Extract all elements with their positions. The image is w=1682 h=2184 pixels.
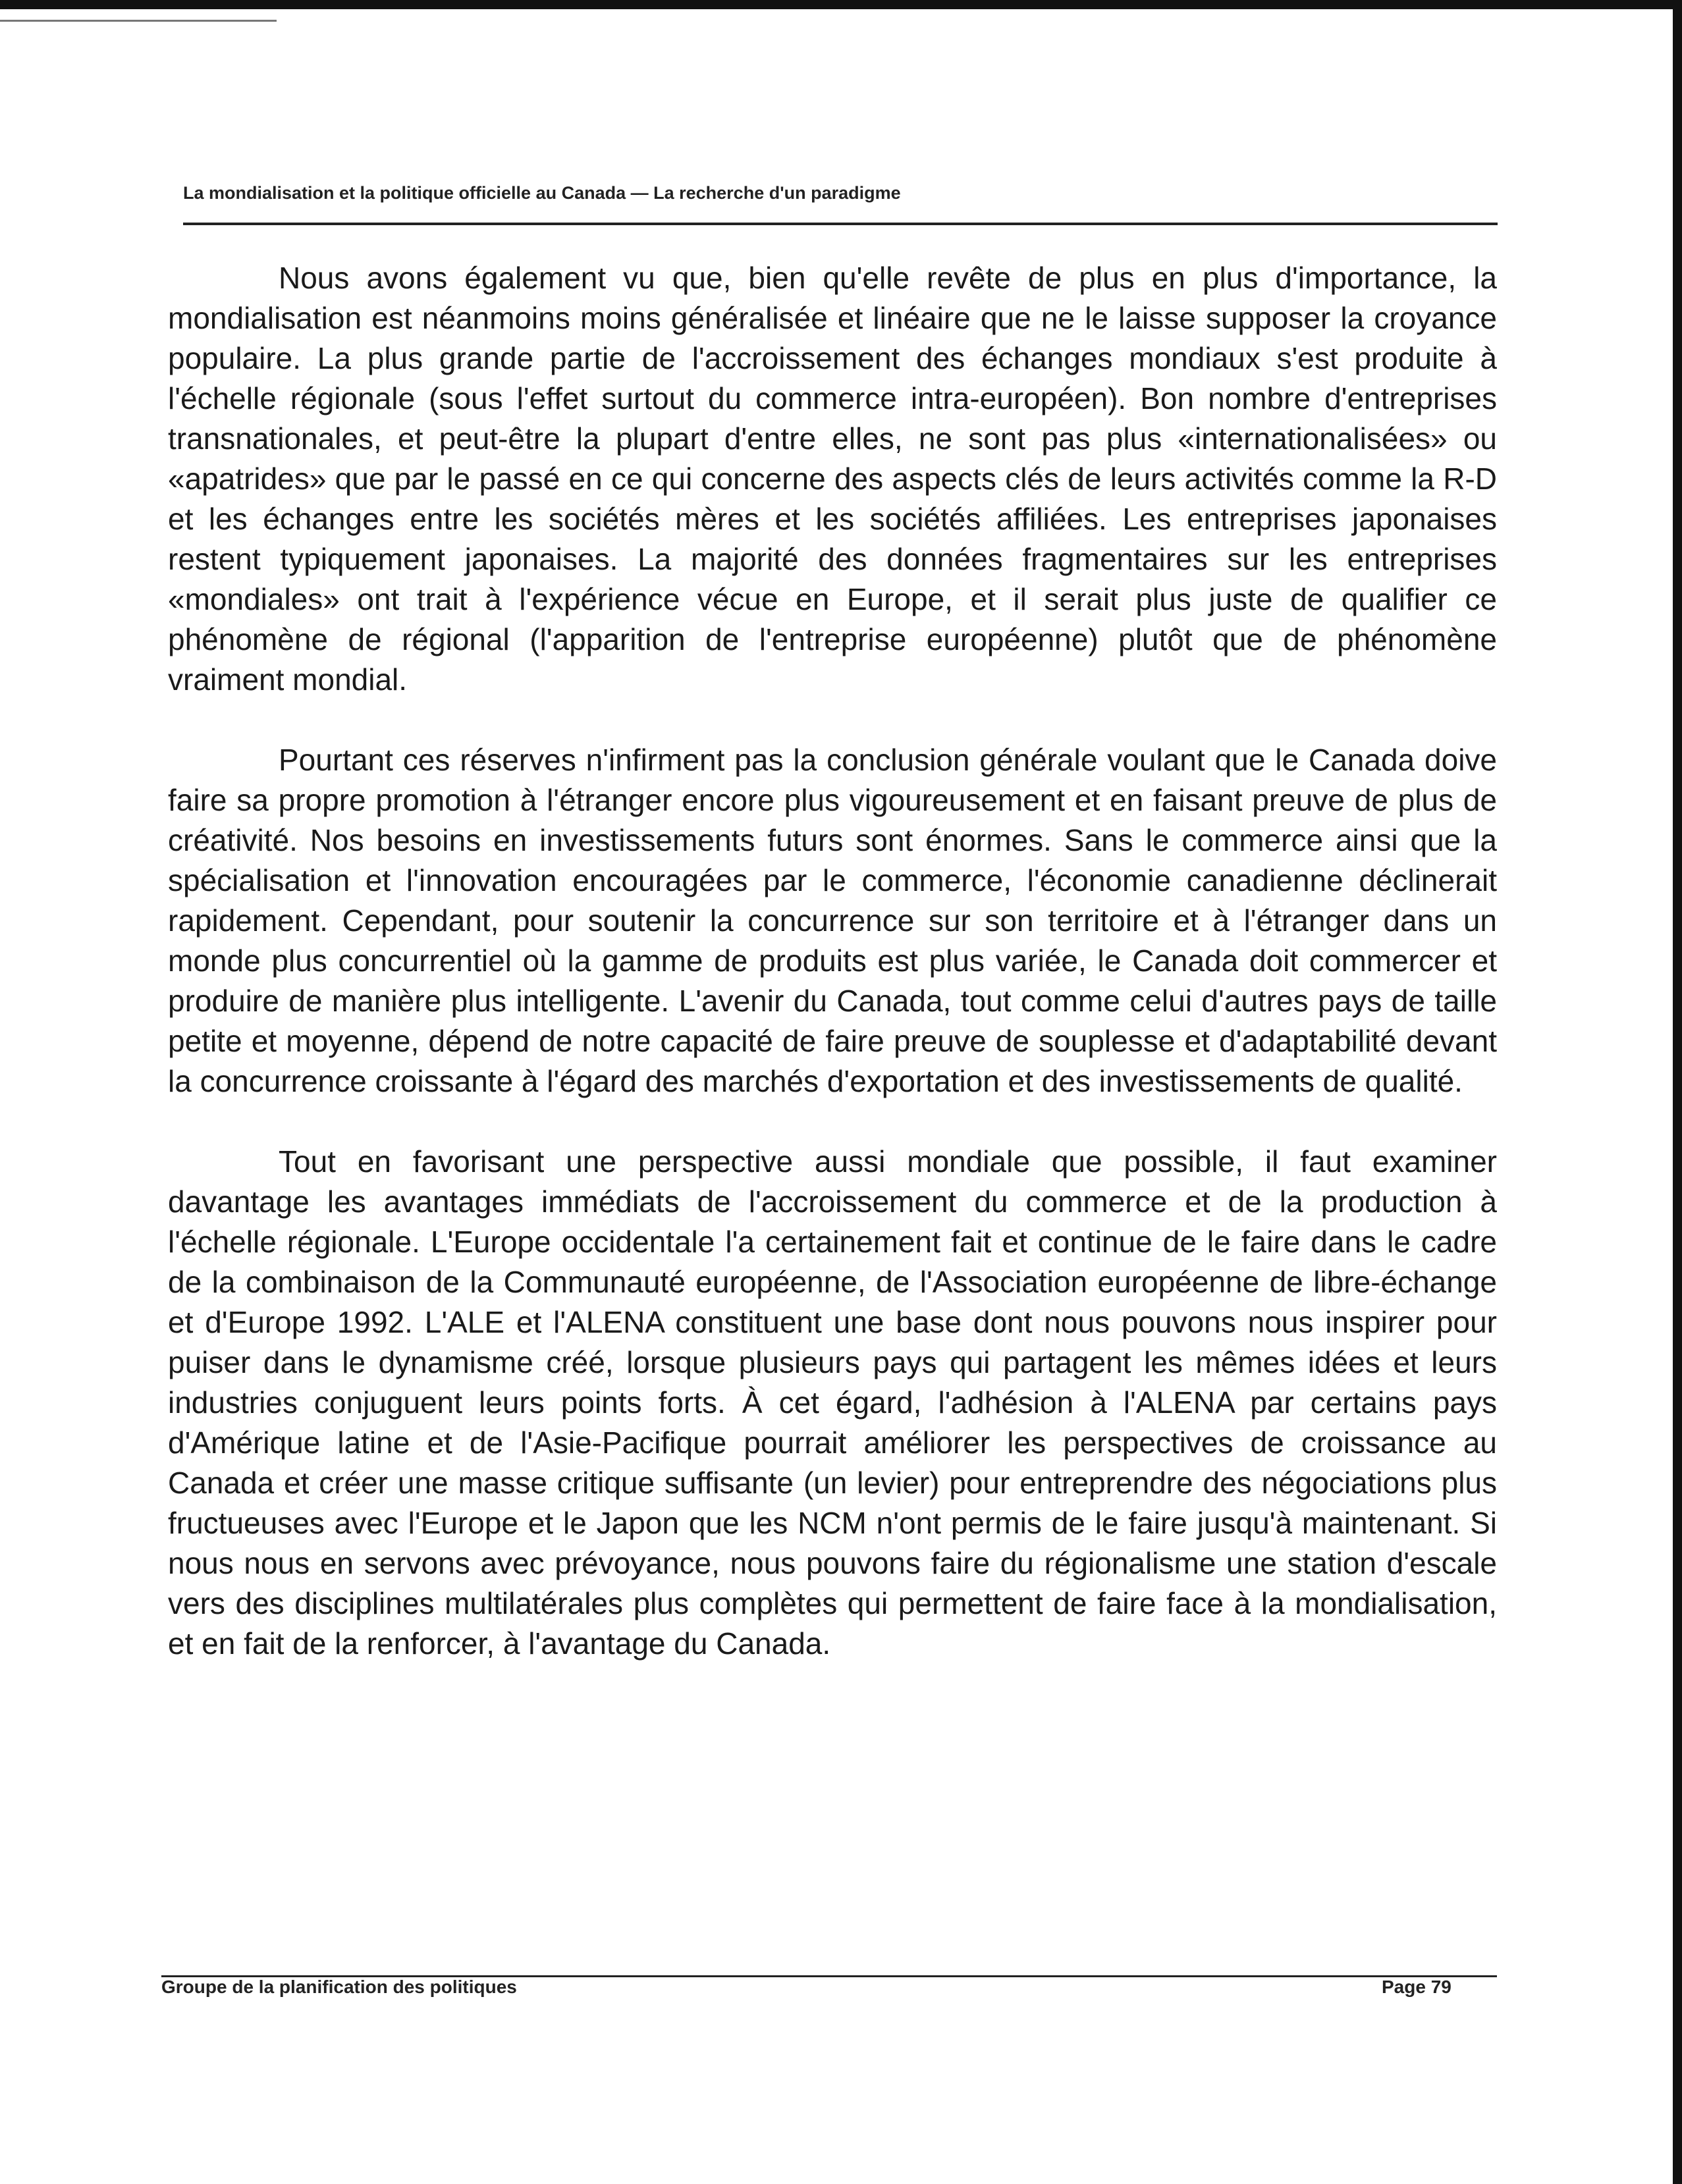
document-body — [168, 258, 1497, 1664]
header-rule — [183, 223, 1498, 225]
page-number: Page 79 — [1382, 1977, 1451, 1997]
running-header: La mondialisation et la politique officielle au Canada — La recherche d'un paradigme — [183, 183, 901, 203]
paragraph-3: Tout en favorisant une perspective aussi mondiale que possible, il faut examiner davantage les avantages immédiats de l'accroissement du commerce et de la production à l'échelle régionale. L'Europe occidentale l'a certainement fait et continue de le faire dans le cadre de la combinaison de la Communauté européenne, de l'Association européenne de libre-échange et d'Europe 1992. L'ALE et l'ALENA constituent une base dont nous pouvons nous inspirer pour puiser dans le dynamisme créé, lorsque plusieurs pays qui partagent les mêmes idées et leurs industries conjuguent leurs points forts. À cet égard, l'adhésion à l'ALENA par certains pays d'Amérique latine et de l'Asie-Pacifique pourrait améliorer les perspectives de croissance au Canada et créer une masse critique suffisante (un levier) pour entreprendre des négociations plus fructueuses avec l'Europe et le Japon que les NCM n'ont permis de le faire jusqu'à maintenant. Si nous nous en servons avec prévoyance, nous pouvons faire du régionalisme une station d'escale vers des disciplines multilatérales plus complètes qui permettent de faire face à la mondialisation, et en fait de la renforcer, à l'avantage du Canada. — [168, 1144, 1497, 1661]
footer-organization: Groupe de la planification des politiques — [161, 1977, 517, 1997]
paragraph-2: Pourtant ces réserves n'infirment pas la conclusion générale voulant que le Canada doive faire sa propre promotion à l'étranger encore plus vigoureusement et en faisant preuve de plus de créativité. Nos besoins en investissements futurs sont énormes. Sans le commerce ainsi que la spécialisation et l'innovation encouragées par le commerce, l'économie canadienne déclinerait rapidement. Cependant, pour soutenir la concurrence sur son territoire et à l'étranger dans un monde plus concurrentiel où la gamme de produits est plus variée, le Canada doit commercer et produire de manière plus intelligente. L'avenir du Canada, tout comme celui d'autres pays de taille petite et moyenne, dépend de notre capacité de faire preuve de souplesse et d'adaptabilité devant la concurrence croissante à l'égard des marchés d'exportation et des investissements de qualité. — [168, 743, 1497, 1098]
scan-border-top — [0, 0, 1682, 9]
paragraph-1: Nous avons également vu que, bien qu'elle revête de plus en plus d'importance, la mondialisation est néanmoins moins généralisée et linéaire que ne le laisse supposer la croyance populaire. La plus grande partie de l'accroissement des échanges mondiaux s'est produite à l'échelle régionale (sous l'effet surtout du commerce intra-européen). Bon nombre d'entreprises transnationales, et peut-être la plupart d'entre elles, ne sont pas plus «internationalisées» ou «apatrides» que par le passé en ce qui concerne des aspects clés de leurs activités comme la R-D et les échanges entre les sociétés mères et les sociétés affiliées. Les entreprises japonaises restent typiquement japonaises. La majorité des données fragmentaires sur les entreprises «mondiales» ont trait à l'expérience vécue en Europe, et il serait plus juste de qualifier ce phénomène de régional (l'apparition de l'entreprise européenne) plutôt que de phénomène vraiment mondial. — [168, 261, 1497, 697]
scan-border-right — [1673, 0, 1682, 2184]
scan-artifact-line — [0, 20, 277, 22]
